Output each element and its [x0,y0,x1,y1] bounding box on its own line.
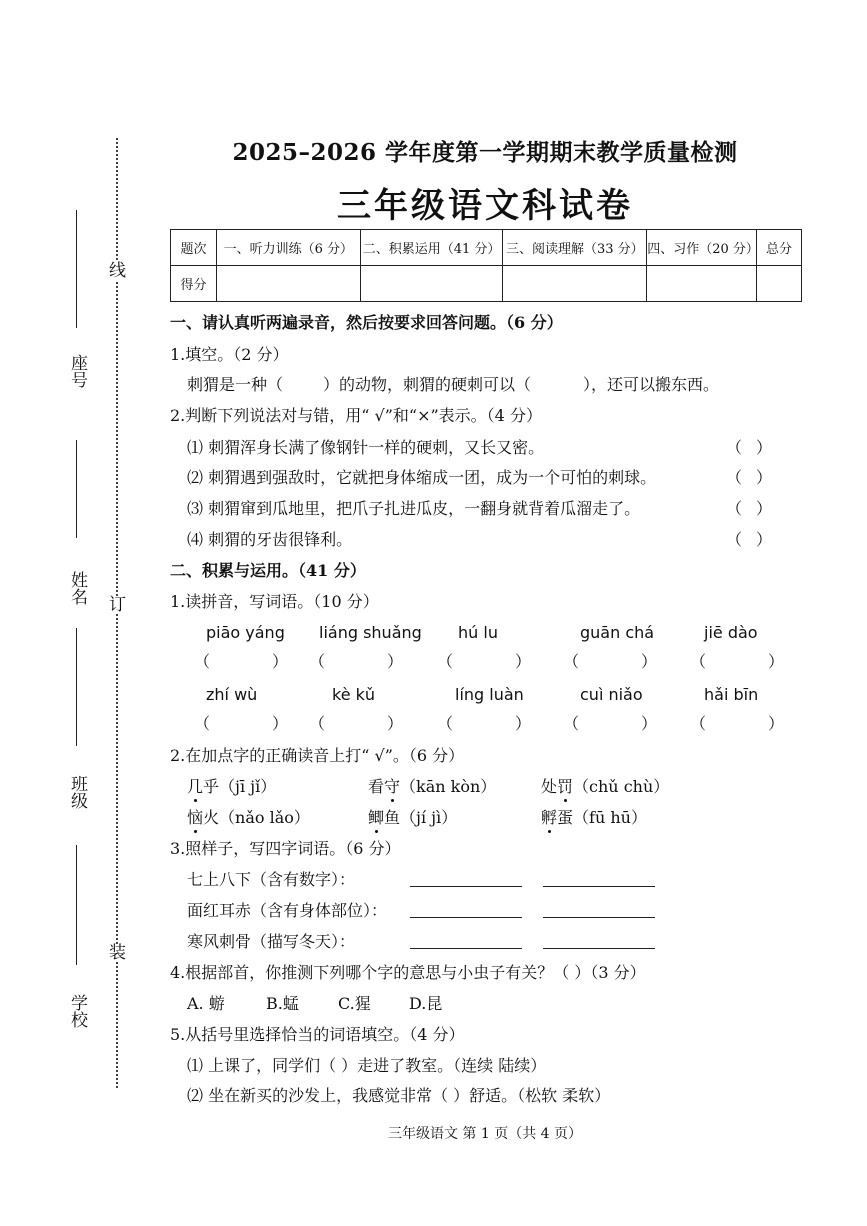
school-label: 学校 [67,994,87,1028]
exam-title: 2025–2026 学年度第一学期期末教学质量检测 [232,139,738,166]
pinyin-answer-box[interactable]: （ ） [690,714,785,733]
s2-q3-item: 寒风刺骨（描写冬天）： [187,932,356,951]
name-label: 姓名 [67,571,87,605]
score-header-cell: 三、阅读理解（33 分） [503,230,647,266]
reading-choice[interactable]: 几乎（jī jǐ） [187,777,277,796]
s2-q5-item: ⑵ 坐在新买的沙发上，我感觉非常（ ）舒适。（松软 柔软） [187,1086,611,1105]
pinyin: líng luàn [455,685,524,704]
s2-q3-item: 七上八下（含有数字）： [187,870,356,889]
score-row-label: 得分 [171,266,217,302]
dotted-char: 恼 [187,808,204,827]
score-table [170,229,802,302]
s2-q4-option[interactable]: D.昆 [409,994,443,1013]
class-label: 班级 [67,775,87,809]
emphasis-dot [564,799,567,802]
answer-blank[interactable] [410,917,522,918]
reading-choice[interactable]: 处罚（chǔ chù） [541,777,670,796]
pinyin: hú lu [458,623,498,642]
binding-mark-ding: 订 [109,595,126,615]
s1-q2-item-2: ⑵ 刺猬遇到强敌时，它就把身体缩成一团，成为一个可怕的刺球。 [187,468,657,487]
pinyin-answer-box[interactable]: （ ） [690,652,785,671]
pinyin-answer-box[interactable]: （ ） [563,652,658,671]
reading-choice[interactable]: 看守（kān kòn） [368,777,497,796]
answer-blank[interactable] [543,948,655,949]
score-header-cell: 题次 [171,230,217,266]
s2-q3-item: 面红耳赤（含有身体部位）： [187,901,388,920]
dotted-char: 罚 [557,777,574,796]
s2-q4-label: 4.根据部首，你推测下列哪个字的意思与小虫子有关？（ ）（3 分） [170,963,646,982]
s2-q5-item: ⑴ 上课了，同学们（ ）走进了教室。（连续 陆续） [187,1056,547,1075]
s2-q4-option[interactable]: A. 蝣 [187,994,225,1013]
score-cell[interactable] [647,266,757,302]
s1-q2-answer-1[interactable]: （ ） [726,438,773,457]
score-header-cell: 总分 [757,230,802,266]
pinyin: zhí wù [206,685,258,704]
section2-heading: 二、积累与运用。（41 分） [170,561,366,580]
score-cell[interactable] [757,266,802,302]
pinyin: guān chá [580,623,655,642]
answer-blank[interactable] [543,917,655,918]
pinyin-answer-box[interactable]: （ ） [563,714,658,733]
score-header-cell: 一、听力训练（6 分） [216,230,360,266]
score-header-cell: 四、习作（20 分） [647,230,757,266]
s1-q1-label: 1.填空。（2 分） [170,345,289,364]
s1-q2-item-3: ⑶ 刺猬窜到瓜地里，把爪子扎进瓜皮，一翻身就背着瓜溜走了。 [187,499,641,518]
s1-q1-sentence: 刺猬是一种（ ）的动物，刺猬的硬刺可以（ ），还可以搬东西。 [187,375,720,394]
emphasis-dot [194,830,197,833]
answer-blank[interactable] [410,886,522,887]
dotted-char: 孵 [541,808,558,827]
score-table-score-row [171,266,802,302]
dotted-char: 鲫 [368,808,385,827]
pinyin: hǎi bīn [704,685,759,704]
reading-choice[interactable]: 恼火（nǎo lǎo） [187,808,310,827]
answer-blank[interactable] [410,948,522,949]
score-cell[interactable] [503,266,647,302]
s2-q3-label: 3.照样子，写四字词语。（6 分） [170,839,401,858]
score-header-cell: 二、积累运用（41 分） [360,230,503,266]
score-cell[interactable] [216,266,360,302]
pinyin-answer-box[interactable]: （ ） [437,714,532,733]
dotted-char: 守 [384,777,401,796]
reading-choice[interactable]: 鲫鱼（jí jì） [368,808,458,827]
s1-q2-item-4: ⑷ 刺猬的牙齿很锋利。 [187,530,353,549]
reading-choice[interactable]: 孵蛋（fū hū） [541,808,647,827]
dotted-char: 几 [187,777,204,796]
score-table-header-row [171,230,802,266]
pinyin: cuì niǎo [580,685,643,704]
pinyin-answer-box[interactable]: （ ） [309,652,404,671]
emphasis-dot [548,830,551,833]
pinyin: piāo yáng [206,623,285,642]
s1-q2-answer-4[interactable]: （ ） [726,530,773,549]
s2-q5-label: 5.从括号里选择恰当的词语填空。（4 分） [170,1025,465,1044]
s1-q2-answer-2[interactable]: （ ） [726,468,773,487]
s1-q2-label: 2.判断下列说法对与错，用“ √”和“×”表示。（4 分） [170,406,542,425]
page-footer: 三年级语文 第 1 页（共 4 页） [387,1126,583,1142]
s1-q2-answer-3[interactable]: （ ） [726,499,773,518]
pinyin: kè kǔ [332,685,376,704]
s2-q4-option[interactable]: C.猩 [338,994,371,1013]
s2-q2-label: 2.在加点字的正确读音上打“ √”。（6 分） [170,746,465,765]
emphasis-dot [194,799,197,802]
emphasis-dot [391,799,394,802]
s1-q2-item-1: ⑴ 刺猬浑身长满了像钢针一样的硬刺，又长又密。 [187,438,545,457]
score-cell[interactable] [360,266,503,302]
binding-mark-xian: 线 [109,261,126,281]
pinyin-answer-box[interactable]: （ ） [194,652,289,671]
binding-mark-zhuang: 装 [109,943,126,963]
section1-heading: 一、请认真听两遍录音，然后按要求回答问题。（6 分） [170,313,563,332]
seat-number-label: 座号 [67,354,87,388]
pinyin-answer-box[interactable]: （ ） [437,652,532,671]
s2-q1-label: 1.读拼音，写词语。（10 分） [170,592,379,611]
pinyin: jiē dào [704,623,758,642]
pinyin-answer-box[interactable]: （ ） [194,714,289,733]
emphasis-dot [375,830,378,833]
exam-subtitle: 三年级语文科试卷 [337,186,633,226]
pinyin: liáng shuǎng [319,623,422,642]
s2-q4-option[interactable]: B.蜢 [266,994,299,1013]
answer-blank[interactable] [543,886,655,887]
pinyin-answer-box[interactable]: （ ） [309,714,404,733]
